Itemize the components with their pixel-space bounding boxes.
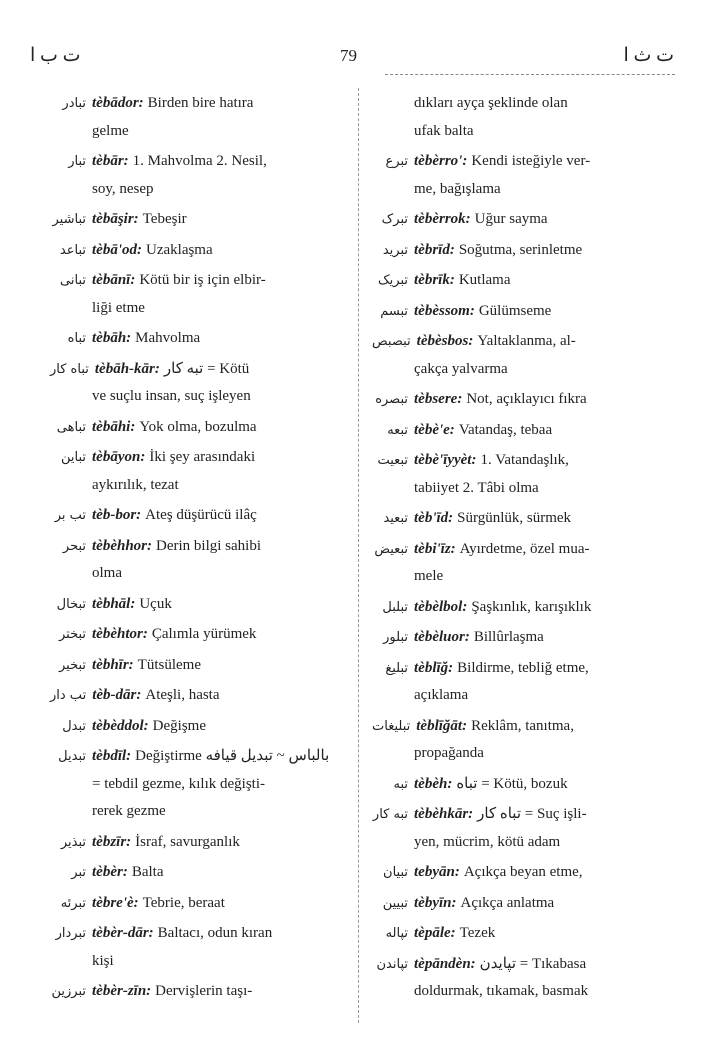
entry-headword: tèbèh: <box>414 775 453 792</box>
entry-headword: tèpāle: <box>414 925 456 941</box>
entry-definition-line: Birden bire hatıra <box>147 95 254 111</box>
dictionary-entry <box>50 237 345 265</box>
entry-headword: tèbhīr: <box>92 656 134 673</box>
entry-definition-line: soy, nesep <box>92 180 154 197</box>
entry-headword: tèbè'īyyèt: <box>414 452 477 468</box>
entry-definition-line: Derin bilgi sahibi <box>156 537 261 554</box>
entry-definition-line: Bildirme, tebliğ etme, <box>457 659 589 676</box>
dictionary-entry <box>50 533 345 588</box>
dictionary-entry <box>50 713 345 741</box>
entry-headword: tèpāndèn: <box>414 955 476 972</box>
entry-headword: tèbāyon: <box>92 449 146 465</box>
entry-definition-line: 1. Mahvolma 2. Nesil, <box>132 153 267 169</box>
entry-arabic: تپاله <box>385 926 408 941</box>
dictionary-entry <box>50 325 345 353</box>
entry-arabic: تبیان <box>383 865 408 880</box>
entry-arabic: تبادر <box>62 96 86 111</box>
entry-arabic: تبلبل <box>382 599 408 615</box>
entry-arabic: تبذیر <box>60 834 86 850</box>
entry-definition-line: تباه کار = Suç işli- <box>477 806 587 822</box>
entry-headword: tèbèsbos: <box>416 333 474 349</box>
entry-headword: tèbāh: <box>92 330 132 346</box>
entry-arabic: تبصره <box>375 392 408 407</box>
entry-arabic: تبلیغ <box>385 660 408 676</box>
entry-definition-line: Balta <box>131 864 164 880</box>
entry-definition-line: Ateşli, hasta <box>145 687 220 703</box>
entry-definition-line: Uğur sayma <box>474 211 548 227</box>
entry-headword: tèbèssom: <box>414 302 475 319</box>
column-divider <box>358 88 359 1023</box>
entry-definition-line: Açıkça beyan etme, <box>463 864 583 880</box>
entry-headword: tèbi'īz: <box>414 540 456 557</box>
entry-definition-line: Tebeşir <box>142 211 187 227</box>
entry-headword: tèb-dār: <box>92 687 142 703</box>
entry-headword: tèbrīk: <box>414 272 455 288</box>
dictionary-entry <box>372 148 674 203</box>
entry-arabic: تبلور <box>383 630 408 645</box>
entry-definition-line: Ateş düşürücü ilâç <box>145 507 257 523</box>
entry-definition-line: Açıkça anlatma <box>460 894 555 911</box>
entry-headword: tèb-bor: <box>92 507 142 523</box>
entry-definition-line: liği etme <box>92 299 145 316</box>
entry-arabic: تبریک <box>378 273 408 288</box>
entry-definition-line: Reklâm, tanıtma, <box>471 717 574 734</box>
entry-arabic: تبخال <box>56 596 86 612</box>
entry-definition-line: dıkları ayça şeklinde olan <box>414 95 568 111</box>
dictionary-entry <box>372 890 674 918</box>
entry-headword: tèbre'è: <box>92 894 139 911</box>
dictionary-entry <box>50 90 345 145</box>
dictionary-entry <box>372 447 674 502</box>
entry-definition-line: açıklama <box>414 687 469 703</box>
entry-arabic: تبسم <box>380 303 408 319</box>
entry-headword: tèbè'e: <box>414 421 455 438</box>
entry-headword: tèbèddol: <box>92 717 149 734</box>
entry-definition-line: Kutlama <box>458 272 511 288</box>
entry-headword: tèbèrro': <box>414 153 468 169</box>
entry-arabic: تبیین <box>382 895 408 911</box>
entry-headword: tèblīğāt: <box>416 717 468 734</box>
entry-definition-line: Mahvolma <box>135 330 201 346</box>
entry-arabic: تبعید <box>383 511 408 526</box>
entry-definition-line: Kendi isteğiyle ver- <box>471 153 591 169</box>
dictionary-entry <box>50 890 345 918</box>
entry-definition-line: ve suçlu insan, suç işleyen <box>92 388 251 404</box>
entry-definition-line: Billûrlaşma <box>473 629 544 645</box>
entry-definition-line: Şaşkınlık, karışıklık <box>471 598 592 615</box>
dictionary-entry <box>372 655 674 710</box>
entry-headword: tèbèlbol: <box>414 598 468 615</box>
entry-arabic: تبخیر <box>58 657 86 673</box>
entry-definition-line: Çalımla yürümek <box>151 626 257 642</box>
entry-definition-line: yen, mücrim, kötü adam <box>414 833 561 850</box>
dictionary-entry <box>372 859 674 887</box>
entry-definition-line: Kötü bir iş için elbir- <box>139 272 266 288</box>
entry-definition-line: Ayırdetme, özel mua- <box>459 540 590 557</box>
entry-definition-line: تباه = Kötü, bozuk <box>456 775 568 792</box>
header-rule <box>385 74 675 75</box>
entry-arabic: تبدل <box>62 718 86 734</box>
entry-definition-line: rerek gezme <box>92 803 166 819</box>
entry-headword: tèbèr-zīn: <box>92 983 152 999</box>
dictionary-entry <box>50 978 345 1006</box>
entry-arabic: تبعیض <box>374 541 408 557</box>
entry-definition-line: Baltacı, odun kıran <box>157 925 273 941</box>
entry-definition-line: Dervişlerin taşı- <box>155 983 253 999</box>
entry-definition-line: 1. Vatandaşlık, <box>480 452 569 468</box>
dictionary-entry <box>50 682 345 710</box>
entry-definition-line: olma <box>92 565 122 581</box>
entry-arabic: تباه کار <box>50 361 89 377</box>
dictionary-entry <box>50 414 345 442</box>
entry-headword: tèbyīn: <box>414 894 457 911</box>
entry-arabic: تبعیت <box>377 453 408 468</box>
dictionary-entry <box>372 594 674 622</box>
dictionary-entry <box>50 444 345 499</box>
entry-arabic: تبرئه <box>60 895 86 911</box>
dictionary-entry <box>372 328 674 383</box>
entry-headword: tèbèhkār: <box>414 806 474 822</box>
entry-arabic: تبصبص <box>372 334 411 349</box>
entry-arabic: تبرع <box>385 154 408 169</box>
dictionary-entry <box>372 624 674 652</box>
entry-definition-line: Uçuk <box>139 595 172 612</box>
entry-definition-line: propağanda <box>414 745 484 761</box>
entry-headword: tèbèrrok: <box>414 211 471 227</box>
dictionary-entry <box>372 386 674 414</box>
entry-definition-line: Değişme <box>152 717 206 734</box>
entry-headword: tèb'īd: <box>414 510 454 526</box>
entry-headword: tèbsere: <box>414 391 463 407</box>
entry-definition-line: Gülümseme <box>478 302 552 319</box>
dictionary-entry <box>50 743 345 826</box>
entry-headword: tèbānī: <box>92 272 136 288</box>
entry-arabic: تبلیغات <box>372 718 411 734</box>
entry-definition-line: kişi <box>92 952 114 969</box>
entry-definition-line: تپایدن = Tıkabasa <box>479 955 587 972</box>
page-number: 79 <box>340 46 357 65</box>
dictionary-entry <box>372 771 674 799</box>
header-right-letters: ت ث ا <box>623 45 674 66</box>
entry-definition-line: mele <box>414 568 444 584</box>
entry-definition-line: Vatandaş, tebaa <box>458 421 553 438</box>
entry-arabic: تبحر <box>62 538 86 554</box>
entry-arabic: تباشیر <box>52 212 86 227</box>
entry-arabic: تبانی <box>60 273 86 288</box>
entry-arabic: تبار <box>68 154 86 169</box>
entry-definition-line: tabiiyet 2. Tâbi olma <box>414 479 539 496</box>
entry-headword: tebyān: <box>414 864 460 880</box>
entry-headword: tèbāh-kār: <box>94 360 160 377</box>
entry-definition-line: ufak balta <box>414 122 474 139</box>
entry-arabic: تبر <box>71 865 86 880</box>
entry-definition-line: Değiştirme بالباس ~ تبدیل قیافه <box>135 748 330 764</box>
dictionary-entry <box>50 591 345 619</box>
entry-headword: tèbā'od: <box>92 241 142 258</box>
entry-arabic: تبختر <box>58 627 86 642</box>
entry-arabic: تبدیل <box>58 749 86 764</box>
entry-arabic: تب بر <box>54 508 86 523</box>
entry-definition-line: Tütsüleme <box>137 656 201 673</box>
dictionary-entry <box>372 206 674 234</box>
entry-definition-line: aykırılık, tezat <box>92 476 179 493</box>
dictionary-entry <box>50 621 345 649</box>
entry-headword: tèbāşir: <box>92 211 139 227</box>
entry-arabic: تباهی <box>56 419 86 435</box>
entry-definition-line: Sürgünlük, sürmek <box>457 510 572 526</box>
entry-definition-line: Not, açıklayıcı fıkra <box>466 391 587 407</box>
entry-headword: tèbèr-dār: <box>92 925 154 941</box>
dictionary-entry <box>372 713 674 768</box>
dictionary-entry <box>50 859 345 887</box>
dictionary-entry <box>372 267 674 295</box>
dictionary-entry <box>50 148 345 203</box>
dictionary-entry <box>50 652 345 680</box>
dictionary-entry <box>372 920 674 948</box>
dictionary-entry <box>372 536 674 591</box>
entry-definition-line: Yaltaklanma, al- <box>477 333 576 349</box>
entry-arabic: تباعد <box>59 242 86 258</box>
entry-definition-line: çakça yalvarma <box>414 360 508 377</box>
entry-headword: tèbāhi: <box>92 418 136 435</box>
dictionary-entry <box>372 951 674 1006</box>
entry-headword: tèbèhtor: <box>92 626 148 642</box>
entry-definition-line: = tebdil gezme, kılık değişti- <box>92 775 266 792</box>
entry-definition-line: gelme <box>92 122 129 139</box>
dictionary-entry <box>372 801 674 856</box>
dictionary-entry <box>50 502 345 530</box>
entry-definition-line: me, bağışlama <box>414 180 501 197</box>
entry-arabic: تبرید <box>382 242 408 258</box>
entry-headword: tèbādor: <box>92 95 144 111</box>
entry-arabic: تپاندن <box>376 956 408 972</box>
entry-headword: tèbhāl: <box>92 595 136 612</box>
dictionary-entry <box>372 417 674 445</box>
entry-definition-line: İsraf, savurganlık <box>135 833 240 850</box>
dictionary-entry <box>50 829 345 857</box>
dictionary-entry <box>50 356 345 411</box>
entry-definition-line: Tebrie, beraat <box>142 894 225 911</box>
entry-arabic: تبه کار <box>372 807 408 822</box>
right-column <box>372 90 674 1009</box>
dictionary-entry <box>372 505 674 533</box>
dictionary-entry <box>50 267 345 322</box>
entry-definition-line: İki şey arasındaki <box>149 449 256 465</box>
dictionary-entry <box>50 206 345 234</box>
dictionary-entry <box>372 237 674 265</box>
entry-headword: tèbrīd: <box>414 241 455 258</box>
entry-definition-line: Yok olma, bozulma <box>139 418 257 435</box>
entry-arabic: تباه <box>67 331 86 346</box>
entry-definition-line: تبه کار = Kötü <box>163 360 250 377</box>
entry-headword: tèbzīr: <box>92 833 132 850</box>
entry-arabic: تبردار <box>55 926 86 941</box>
entry-arabic: تبرزین <box>51 984 86 999</box>
entry-definition-line: Tezek <box>459 925 496 941</box>
dictionary-entry <box>372 298 674 326</box>
entry-headword: tèbèluor: <box>414 629 470 645</box>
entry-definition-line: Soğutma, serinletme <box>458 241 583 258</box>
entry-definition-line: Uzaklaşma <box>146 241 213 258</box>
entry-headword: tèbèr: <box>92 864 128 880</box>
entry-arabic: تبه <box>393 776 408 792</box>
left-column <box>50 90 345 1009</box>
entry-headword: tèbdīl: <box>92 748 132 764</box>
entry-arabic: تباین <box>60 450 86 465</box>
entry-headword: tèbār: <box>92 153 129 169</box>
dictionary-entry <box>50 920 345 975</box>
entry-arabic: تبعه <box>387 422 408 438</box>
entry-arabic: تب دار <box>50 688 87 703</box>
entry-headword: tèblīğ: <box>414 659 454 676</box>
entry-arabic: تبرک <box>381 212 408 227</box>
entry-headword: tèbèhhor: <box>92 537 152 554</box>
header-left-letters: ت ب ا <box>30 45 81 66</box>
entry-definition-line: doldurmak, tıkamak, basmak <box>414 983 589 999</box>
dictionary-entry <box>372 90 674 145</box>
